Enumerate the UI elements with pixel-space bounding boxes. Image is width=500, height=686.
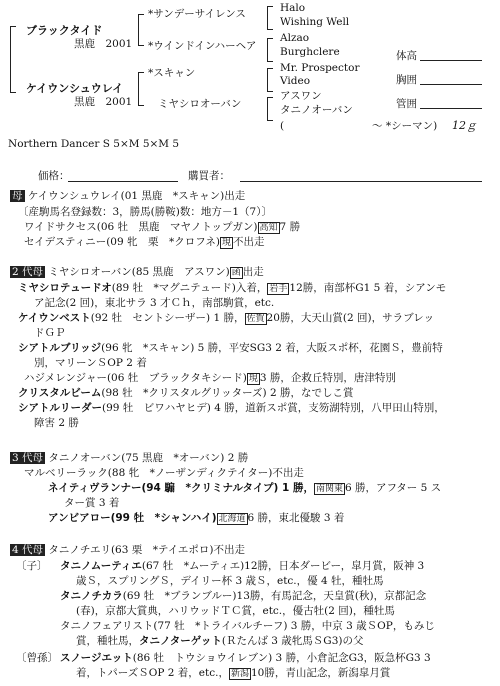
g4-child-label: 〔子〕 <box>16 560 48 572</box>
cannon-line <box>420 108 482 109</box>
buyer-label: 購買者： <box>188 170 230 182</box>
height-line <box>420 60 482 61</box>
dam-sire: *スキャン <box>148 67 196 79</box>
cannon-label: 管囲 <box>396 98 417 110</box>
g3-mr-prospector: Mr. Prospector <box>280 62 360 74</box>
dam-offspring-1: ワイドサクセス(06 牡 黒鹿 マヤノトップガン) 高知 7 勝 <box>24 221 301 233</box>
g2-row-1-cont: ア記念(2 回)，東北サラ 3 才Ｃｈ，南部駒賞，etc. <box>34 297 275 309</box>
g3-row-3: アンビアロー(99 牡 *シャンハイ) 北海道 6 勝，東北優駿 3 着 <box>48 512 345 524</box>
g3-video: Video <box>280 75 311 87</box>
dam-name: ケイウンシュウレイ <box>26 82 124 95</box>
dam-label: 母 <box>12 190 23 202</box>
dam-stats: 〔産駒馬名登録数：3，勝馬(勝鞍)数：地方－1（7）〕 <box>18 206 272 218</box>
sire-dam: *ウインドインハーヘア <box>148 40 257 52</box>
chest-line <box>420 84 482 85</box>
g2-row-6: シアトルリーダー(99 牡 ビワハヤヒデ) 4 勝，道新スポ賞，支笏湖特別，八甲田山特別， <box>18 402 445 414</box>
g3-open-paren: ( <box>280 120 285 132</box>
dam-section-head: ケイウンシュウレイ(01 黒鹿 *スキャン)出走 <box>27 190 246 202</box>
g3-section-header: 3 代母 タニノオーバン(75 黒鹿 *オーバン) 2 勝 <box>12 452 249 464</box>
dam-info: 黒鹿 2001 <box>74 96 133 108</box>
g2-row-3-cont: 別，マリーンＳOP 2 着 <box>34 357 147 369</box>
dam-dam: ミヤシロオーバン <box>158 98 242 110</box>
g4-row-4-cont: 着，トパーズＳOP 2 着，etc.， 新潟 10勝，青山記念，新潟皐月賞 <box>76 667 391 679</box>
weight: 12ｇ <box>452 119 477 132</box>
g4-row-3-cont: 賞，種牡馬，タニノターゲット(Ｒたんば 3 歳牝馬ＳG3)の父 <box>76 635 364 647</box>
g3-row-2: ネイティヴランナー(94 騸 *クリミナルタイプ) 1 勝， 南関東 6 勝，アフター 5 ス <box>48 482 442 494</box>
g2-section-header: 2 代母 ミヤシロオーバン(85 黒鹿 アスワン) 函 出走 <box>12 266 264 278</box>
g2-row-3: シアトルブリッジ(96 牝 *スキャン) 5 勝，平安SG3 2 着，大阪スポ杯，花園Ｓ，豊前特 <box>18 342 443 354</box>
g3-bracket-3 <box>267 68 273 92</box>
g2-row-4: ハジメレンジャー(06 牡 ブラックタキシード) 現 3 勝，企救丘特別，唐津特別 <box>24 372 396 384</box>
g3-row-2-cont: ター賞 3 着 <box>64 497 120 509</box>
sire-sire: *サンデーサイレンス <box>148 8 246 20</box>
buyer-line <box>240 181 482 182</box>
sire-info: 黒鹿 2001 <box>74 38 133 50</box>
g3-seaman: ～ *シーマン) <box>372 120 438 132</box>
g3-row-1: マルベリーラック(88 牝 *ノーザンディクテイター)不出走 <box>24 467 304 479</box>
g2-row-6-cont: 障害 2 勝 <box>34 417 79 429</box>
height-label: 体高 <box>396 50 417 62</box>
g4-row-2-cont: (春)，京都大賞典，ハリウッドＴＣ賞，etc.，優古牡(2 回)，種牡馬 <box>76 605 395 617</box>
g4-grand-label: 〔曾孫〕 <box>16 652 58 664</box>
g3-halo: Halo <box>280 2 306 14</box>
sire-name: ブラックタイド <box>26 24 103 37</box>
g2-row-1: ミヤシロテュードオ(89 牡 *マグニテュード)入着， 岩手 12勝，南部杯G1 5 着，シアンモ <box>18 282 447 294</box>
g3-bracket-4 <box>267 97 273 121</box>
g4-row-3: タニノフェアリスト(77 牡 *トライバルチーフ) 3 勝，中京 3 歳ＳOP，もみじ <box>60 620 435 632</box>
chest-label: 胸囲 <box>396 74 417 86</box>
dam-offspring-2: セイデスティニー(09 牝 栗 *クロフネ) 現 不出走 <box>24 236 265 248</box>
g4-row-4: スノージエット(86 牡 トウショウイレブン) 3 勝，小倉記念G3，阪急杯G3 3 <box>60 652 431 664</box>
price-line <box>68 181 178 182</box>
g3-bracket-2 <box>267 38 273 62</box>
g4-row-2: タニノチカラ(69 牡 *ブランブルー)13勝，有馬記念，天皇賞(秋)，京都記念 <box>60 590 427 602</box>
g4-label: 4 代母 <box>12 544 44 556</box>
g2-label: 2 代母 <box>12 266 44 278</box>
g3-taninooban: タニノオーバン <box>280 104 353 116</box>
g2-row-2-cont: ドＧＰ <box>34 327 66 339</box>
sire-bracket <box>138 14 144 46</box>
price-label: 価格： <box>38 170 70 182</box>
g3-alzao: Alzao <box>280 32 310 44</box>
g3-wishing-well: Wishing Well <box>280 16 350 28</box>
pedigree-bracket <box>10 26 16 93</box>
g3-burghclere: Burghclere <box>280 46 340 58</box>
g2-row-2: ケイウンベスト(92 牡 セントシーザー) 1 勝， 佐賀 20勝，大天山賞(2 回)，サラブレッ <box>18 312 435 324</box>
inbreeding: Northern Dancer S 5×M 5×M 5 <box>8 138 180 150</box>
g4-row-1: タニノムーティエ(67 牡 *ムーティエ)12勝，日本ダービー，皐月賞，阪神 3 <box>60 560 425 572</box>
dam-bracket <box>138 72 144 106</box>
g3-aswan: アスワン <box>280 90 322 102</box>
g4-section-header: 4 代母 タニノチエリ(63 栗 *テイエポロ)不出走 <box>12 544 245 556</box>
g4-row-1-cont: 歳Ｓ，スプリングＳ，デイリー杯 3 歳Ｓ，etc.，優 4 牡，種牡馬 <box>76 575 384 587</box>
g3-bracket-1 <box>267 6 273 30</box>
g3-label: 3 代母 <box>12 452 44 464</box>
dam-section-header <box>10 190 245 203</box>
g2-row-5: クリスタルビーム(98 牡 *クリスタルグリッターズ) 2 勝，なでしこ賞 <box>18 387 354 399</box>
